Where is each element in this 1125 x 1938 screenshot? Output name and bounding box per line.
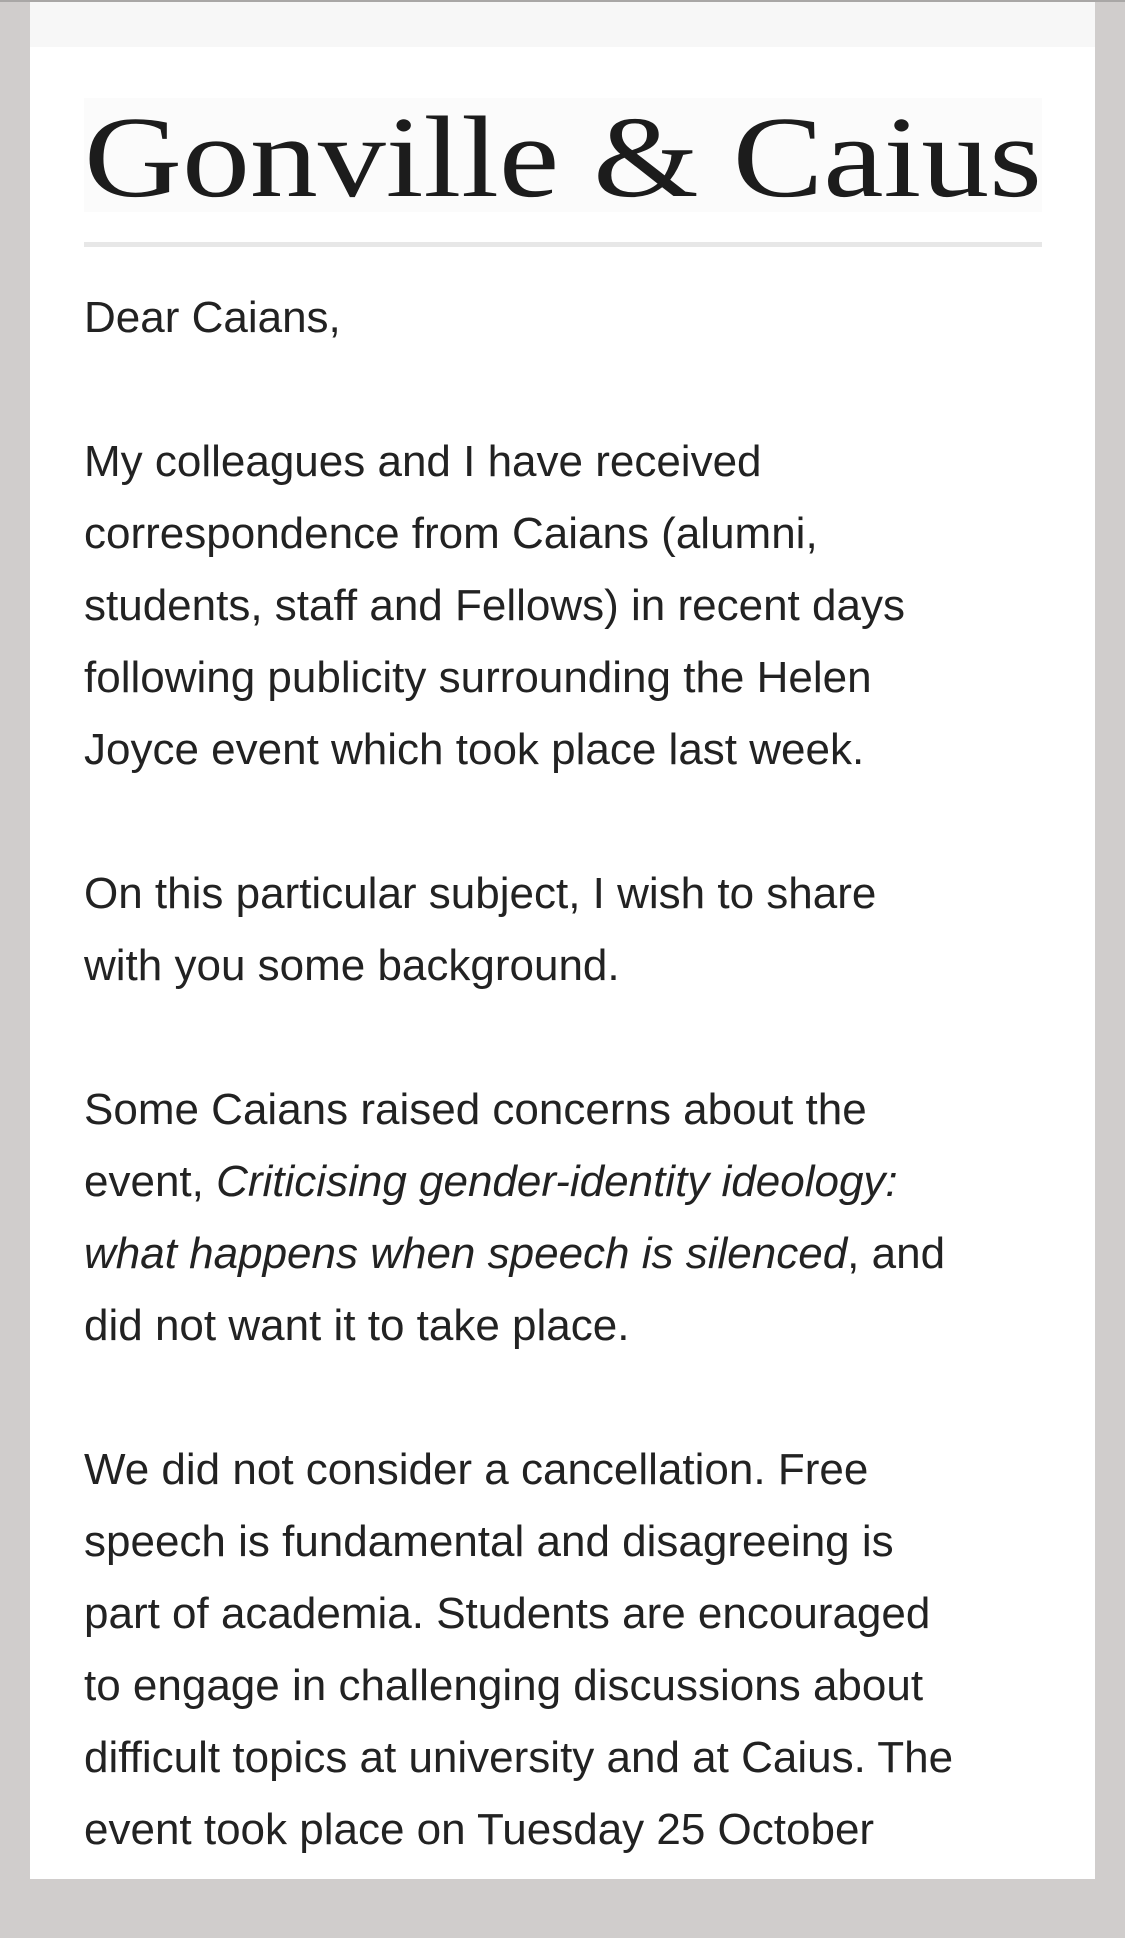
paragraph-line: following publicity surrounding the Helen	[84, 653, 872, 702]
email-body	[30, 2, 1095, 1879]
paragraph-line	[84, 1218, 1044, 1290]
paragraph-line: My colleagues and I have received	[84, 437, 762, 486]
paragraph-line: On this particular subject, I wish to share	[84, 869, 877, 918]
masthead-divider	[84, 242, 1042, 247]
paragraph-line: difficult topics at university and at Caius. The	[84, 1733, 954, 1782]
paragraph-line: Joyce event which took place last week.	[84, 725, 865, 774]
paragraph-line: Some Caians raised concerns about the	[84, 1085, 867, 1134]
paragraph-line: with you some background.	[84, 941, 620, 990]
paragraph-1	[84, 426, 1044, 786]
paragraph-3	[84, 1074, 1044, 1362]
gonville-caius-logo	[84, 98, 1042, 212]
paragraph-line: to engage in challenging discussions about	[84, 1661, 924, 1710]
letter-content	[84, 282, 1044, 1938]
greeting: Dear Caians,	[84, 293, 341, 342]
paragraph-text: event,	[84, 1157, 217, 1206]
paragraph-4	[84, 1434, 1044, 1866]
event-title: what happens when speech is silenced	[84, 1229, 848, 1278]
paragraph-line: speech is fundamental and disagreeing is	[84, 1517, 894, 1566]
paragraph-line: event took place on Tuesday 25 October	[84, 1805, 875, 1854]
paragraph-line	[84, 1146, 1044, 1218]
email-header-band	[30, 2, 1095, 47]
paragraph-2	[84, 858, 1044, 1002]
paragraph-line: did not want it to take place.	[84, 1301, 630, 1350]
paragraph-line: We did not consider a cancellation. Free	[84, 1445, 869, 1494]
college-masthead	[84, 98, 1042, 212]
paragraph-line: part of academia. Students are encouraged	[84, 1589, 931, 1638]
paragraph-text: , and	[847, 1229, 946, 1278]
paragraph-line: students, staff and Fellows) in recent days	[84, 581, 905, 630]
event-title: Criticising gender-identity ideology:	[216, 1157, 898, 1206]
brand-wordmark: Gonville & Caius	[84, 98, 1042, 212]
paragraph-line: correspondence from Caians (alumni,	[84, 509, 818, 558]
